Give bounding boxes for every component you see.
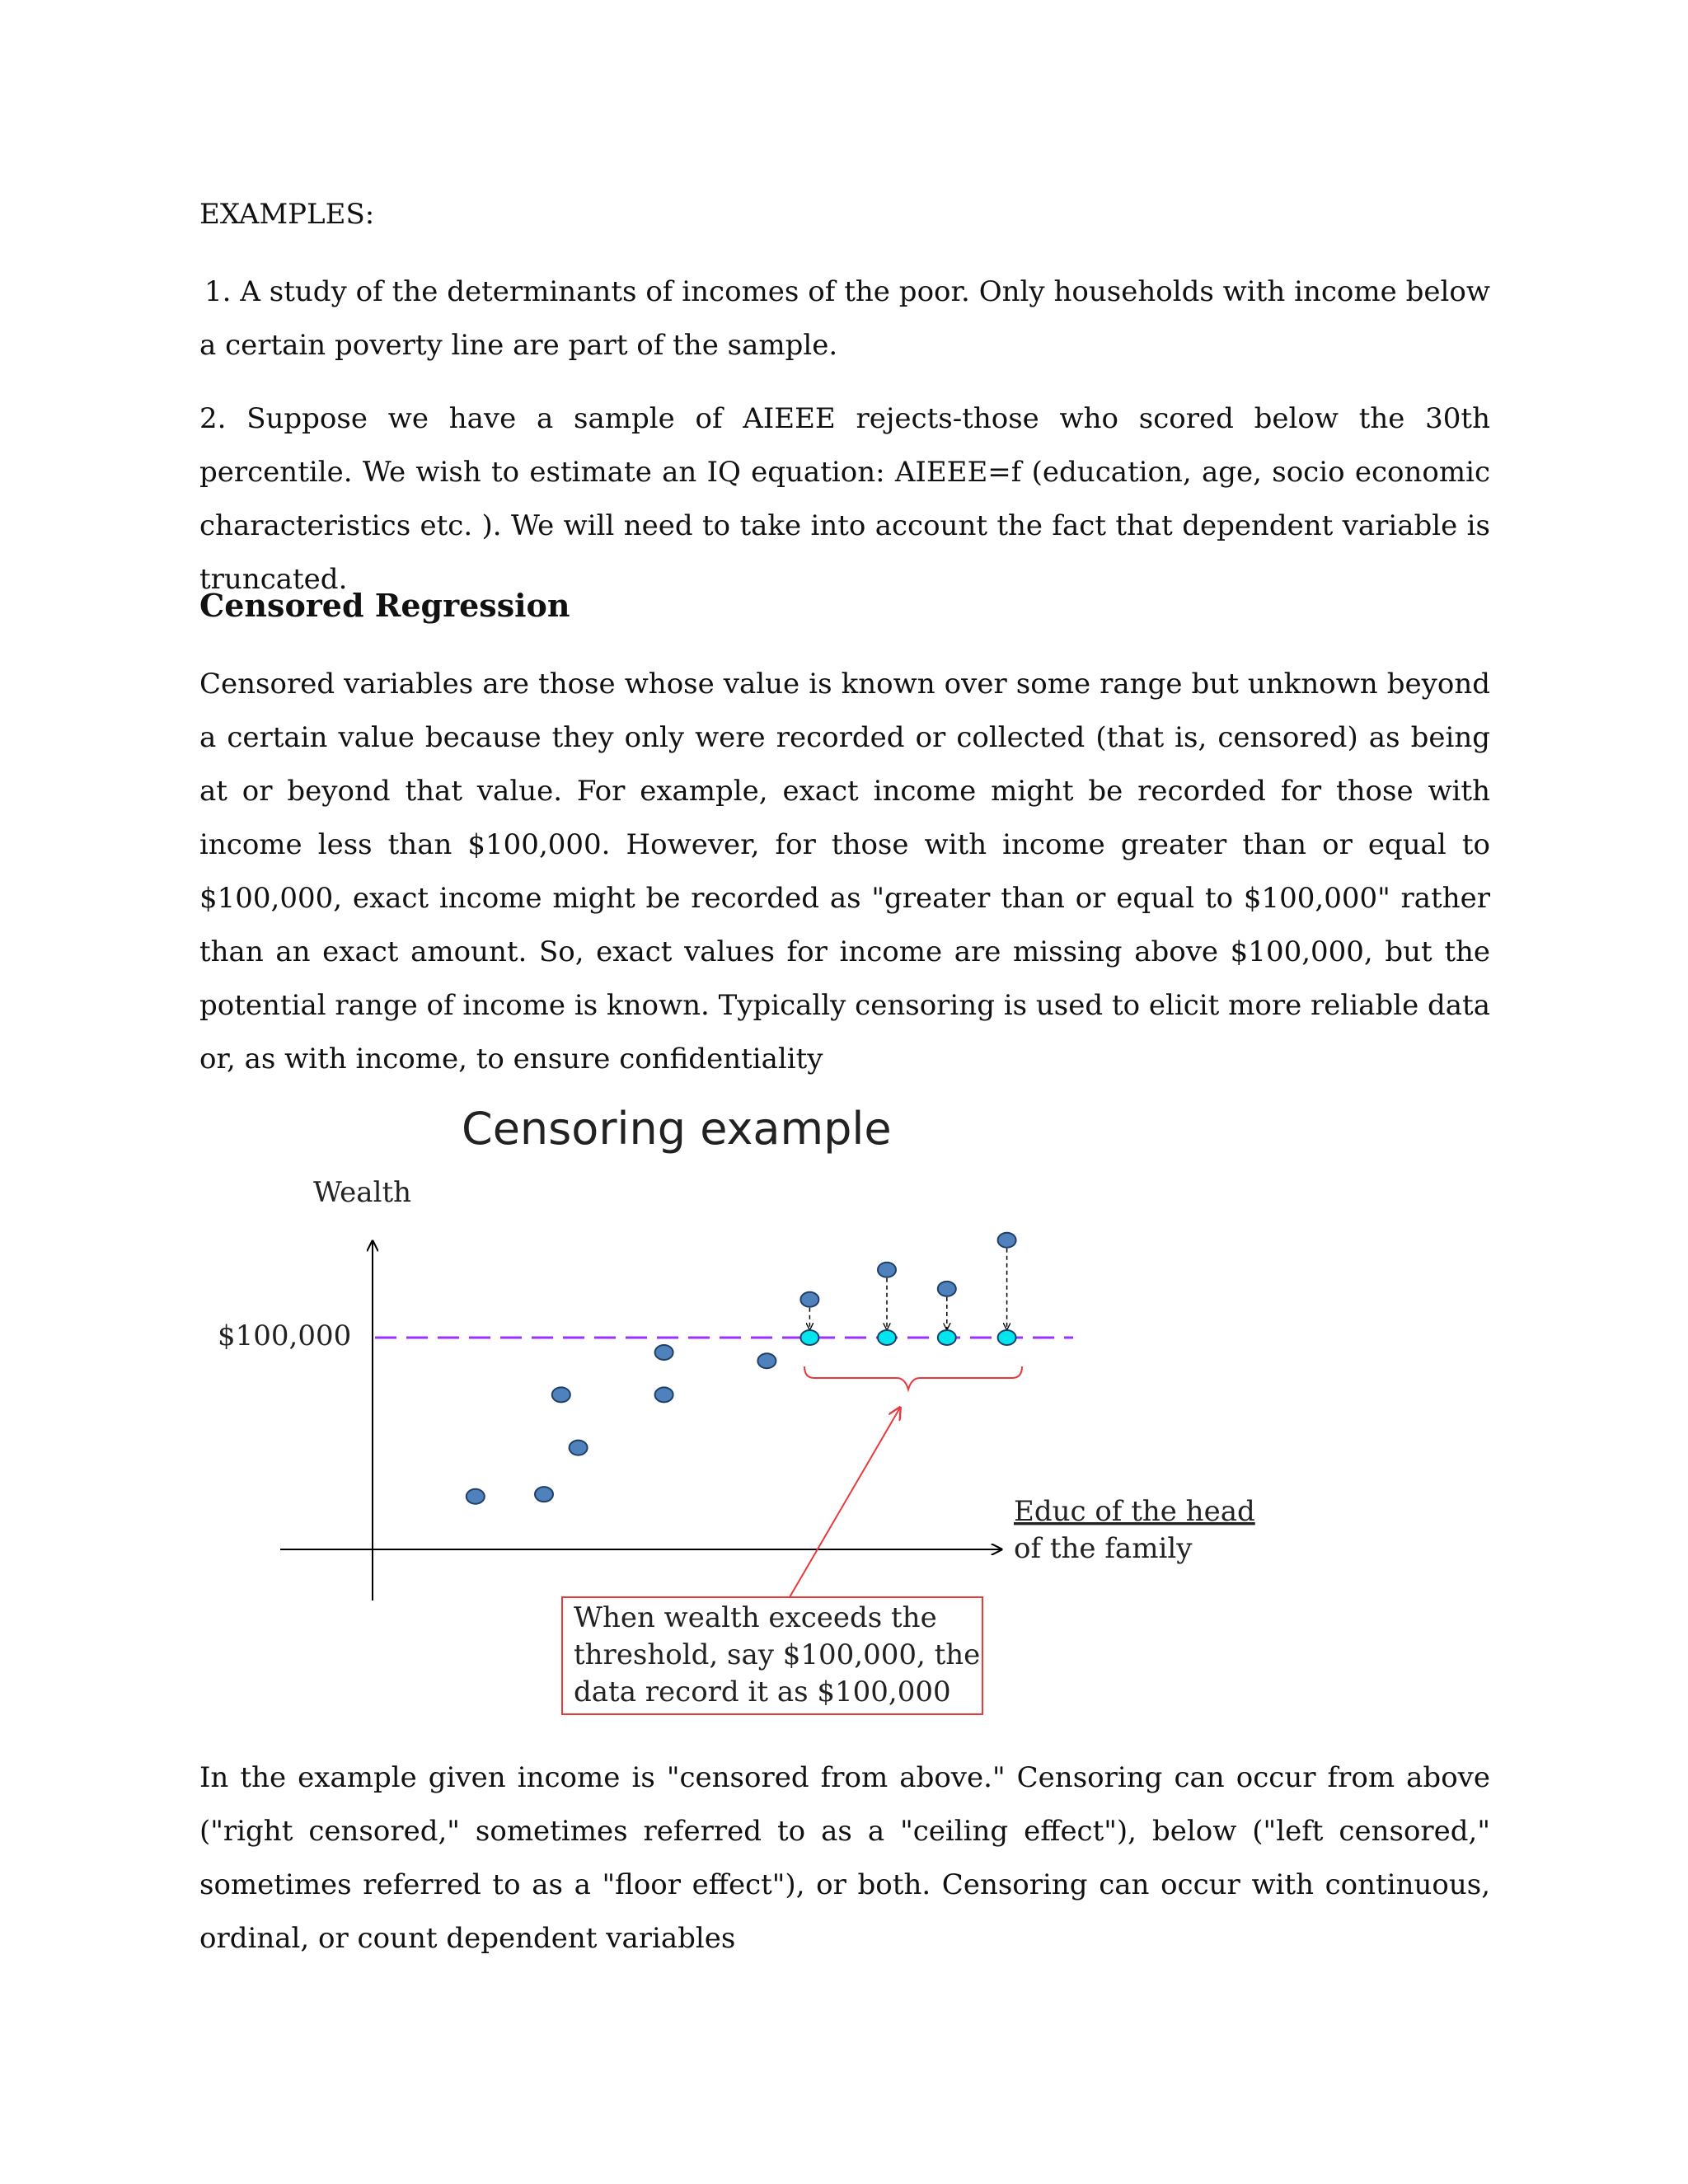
original-point [800,1292,818,1307]
data-point [655,1387,673,1402]
threshold-label: $100,000 [218,1319,352,1352]
original-point [998,1233,1016,1248]
censored-point [800,1330,818,1345]
censored-point [938,1330,956,1345]
data-point [570,1441,588,1455]
closing-paragraph: In the example given income is "censored from above." Censoring can occur from above ("right censored," sometimes referred to as a "ceiling effect"), below ("left censored," sometimes referred to as a "floor effect"), or both. Censoring can occur with continuous, ordinal, or count dependent variables [199,1761,1490,1955]
censored-point [998,1330,1016,1345]
annotation-line-2: threshold, say $100,000, the [574,1638,981,1671]
x-axis-label-line-1: Educ of the head [1014,1495,1255,1528]
censored-definition-paragraph: Censored variables are those whose value is known over some range but unknown beyond a certain value because they only were recorded or collected (that is, censored) as being at or beyond that value. For example, exact income might be recorded for those with income less than $100,000. However, for those with income greater than or equal to $100,000, exact income might be recorded as "greater than or equal to $100,000" rather than an exact amount. So, exact values for income are missing above $100,000, but the potential range of income is known. Typically censoring is used to elicit more reliable data or, as with income, to ensure confidentiality [199,668,1490,1076]
example-1-paragraph: 1. A study of the determinants of incomes of the poor. Only households with income below a certain poverty line are part of the sample. [199,275,1490,362]
annotation-arrow [790,1408,900,1597]
examples-label: EXAMPLES: [199,198,375,231]
censored-point [878,1330,896,1345]
data-point [757,1353,776,1368]
section-heading: Censored Regression [199,587,570,624]
original-point [878,1263,896,1277]
censored-brace [804,1366,1022,1390]
annotation-line-3: data record it as $100,000 [574,1675,951,1708]
data-points [467,1233,1016,1504]
data-point [655,1345,673,1360]
censoring-chart [198,1096,1286,1722]
y-axis-label: Wealth [313,1176,411,1209]
x-axis-label-line-2: of the family [1014,1532,1193,1565]
data-point [467,1489,485,1504]
original-point [938,1282,956,1296]
data-point [552,1387,570,1402]
example-2-paragraph: 2. Suppose we have a sample of AIEEE rejects-those who scored below the 30th percentile. We wish to estimate an IQ equation: AIEEE=f (education, age, socio economic characteristics etc. ). We will need to take into account the fact that dependent variable is truncated. [199,402,1490,596]
data-point [535,1487,553,1502]
annotation-line-1: When wealth exceeds the [574,1601,937,1634]
chart-title: Censoring example [462,1103,892,1155]
